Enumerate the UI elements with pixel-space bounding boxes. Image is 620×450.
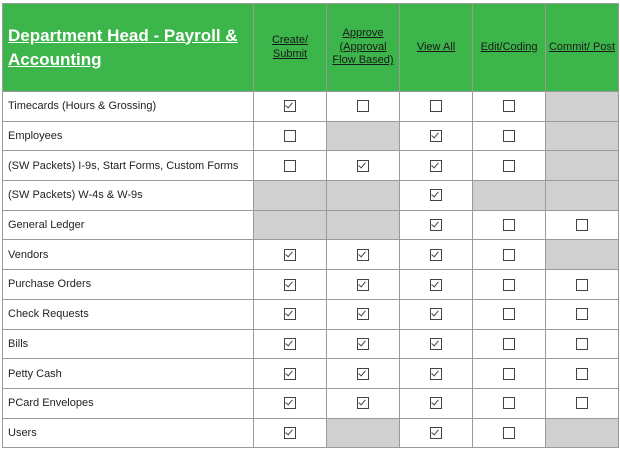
permission-cell-view-all [400, 359, 473, 389]
permission-cell-create-submit [254, 270, 327, 300]
permission-cell-create-submit [254, 329, 327, 359]
row-label: Petty Cash [3, 359, 254, 389]
unavailable-cell [546, 240, 619, 270]
checkbox-unchecked[interactable] [576, 397, 588, 409]
permission-cell-create-submit [254, 92, 327, 122]
row-label: General Ledger [3, 210, 254, 240]
checkbox-unchecked[interactable] [357, 100, 369, 112]
checkbox-checked[interactable] [284, 368, 296, 380]
table-header [3, 4, 619, 92]
checkbox-unchecked[interactable] [503, 427, 515, 439]
row-label: PCard Envelopes [3, 388, 254, 418]
column-header-view-all[interactable]: View All [400, 4, 473, 92]
unavailable-cell [254, 181, 327, 211]
checkbox-unchecked[interactable] [576, 338, 588, 350]
checkbox-unchecked[interactable] [284, 130, 296, 142]
table-row [3, 151, 619, 181]
permission-cell-view-all [400, 329, 473, 359]
checkbox-checked[interactable] [284, 427, 296, 439]
checkbox-unchecked[interactable] [503, 130, 515, 142]
permission-cell-create-submit [254, 240, 327, 270]
row-label: Users [3, 418, 254, 448]
checkbox-checked[interactable] [430, 338, 442, 350]
permission-cell-approve [327, 299, 400, 329]
permission-cell-edit-coding [473, 92, 546, 122]
table-row [3, 181, 619, 211]
permission-cell-create-submit [254, 418, 327, 448]
checkbox-unchecked[interactable] [576, 279, 588, 291]
permission-cell-commit-post [546, 329, 619, 359]
table-title: Department Head - Payroll & Accounting [3, 4, 254, 92]
row-label: Check Requests [3, 299, 254, 329]
column-header-edit-coding[interactable]: Edit/Coding [473, 4, 546, 92]
checkbox-checked[interactable] [430, 130, 442, 142]
unavailable-cell [546, 121, 619, 151]
permission-cell-edit-coding [473, 151, 546, 181]
unavailable-cell [473, 181, 546, 211]
checkbox-checked[interactable] [357, 279, 369, 291]
permission-cell-approve [327, 151, 400, 181]
checkbox-unchecked[interactable] [430, 100, 442, 112]
checkbox-checked[interactable] [357, 338, 369, 350]
permission-cell-commit-post [546, 210, 619, 240]
table-body [3, 92, 619, 448]
unavailable-cell [546, 418, 619, 448]
permission-cell-approve [327, 388, 400, 418]
permission-cell-commit-post [546, 359, 619, 389]
checkbox-unchecked[interactable] [503, 308, 515, 320]
permissions-table-container [2, 3, 618, 448]
table-row [3, 210, 619, 240]
permission-cell-view-all [400, 181, 473, 211]
checkbox-checked[interactable] [357, 368, 369, 380]
unavailable-cell [327, 418, 400, 448]
checkbox-checked[interactable] [284, 249, 296, 261]
column-header-commit-post[interactable]: Commit/ Post [546, 4, 619, 92]
permission-cell-edit-coding [473, 121, 546, 151]
unavailable-cell [546, 92, 619, 122]
checkbox-checked[interactable] [430, 189, 442, 201]
permission-cell-edit-coding [473, 240, 546, 270]
checkbox-checked[interactable] [430, 249, 442, 261]
checkbox-checked[interactable] [357, 397, 369, 409]
permission-cell-approve [327, 329, 400, 359]
table-row [3, 92, 619, 122]
checkbox-checked[interactable] [430, 427, 442, 439]
row-label: (SW Packets) I-9s, Start Forms, Custom Forms [3, 151, 254, 181]
permission-cell-create-submit [254, 299, 327, 329]
table-row [3, 388, 619, 418]
checkbox-unchecked[interactable] [503, 219, 515, 231]
permission-cell-create-submit [254, 151, 327, 181]
permission-cell-create-submit [254, 121, 327, 151]
unavailable-cell [546, 181, 619, 211]
table-row [3, 121, 619, 151]
permission-cell-view-all [400, 270, 473, 300]
column-header-approve[interactable]: Approve (Approval Flow Based) [327, 4, 400, 92]
checkbox-unchecked[interactable] [503, 397, 515, 409]
permission-cell-view-all [400, 92, 473, 122]
permission-cell-view-all [400, 121, 473, 151]
checkbox-checked[interactable] [430, 397, 442, 409]
row-label: Vendors [3, 240, 254, 270]
permission-cell-approve [327, 359, 400, 389]
permission-cell-view-all [400, 210, 473, 240]
table-row [3, 240, 619, 270]
checkbox-unchecked[interactable] [503, 279, 515, 291]
checkbox-unchecked[interactable] [503, 368, 515, 380]
row-label: Timecards (Hours & Grossing) [3, 92, 254, 122]
permission-cell-edit-coding [473, 359, 546, 389]
permission-cell-approve [327, 92, 400, 122]
permission-cell-view-all [400, 299, 473, 329]
row-label: Purchase Orders [3, 270, 254, 300]
permission-cell-edit-coding [473, 388, 546, 418]
permission-cell-approve [327, 270, 400, 300]
checkbox-unchecked[interactable] [576, 219, 588, 231]
checkbox-checked[interactable] [430, 368, 442, 380]
permission-cell-create-submit [254, 359, 327, 389]
checkbox-unchecked[interactable] [576, 308, 588, 320]
permission-cell-create-submit [254, 388, 327, 418]
checkbox-unchecked[interactable] [503, 249, 515, 261]
permission-cell-view-all [400, 418, 473, 448]
checkbox-checked[interactable] [284, 100, 296, 112]
checkbox-unchecked[interactable] [576, 368, 588, 380]
permission-cell-view-all [400, 151, 473, 181]
unavailable-cell [327, 121, 400, 151]
checkbox-checked[interactable] [284, 279, 296, 291]
checkbox-checked[interactable] [357, 160, 369, 172]
permission-cell-edit-coding [473, 210, 546, 240]
checkbox-checked[interactable] [430, 219, 442, 231]
table-row [3, 329, 619, 359]
checkbox-checked[interactable] [357, 308, 369, 320]
table-row [3, 299, 619, 329]
column-header-create-submit[interactable]: Create/ Submit [254, 4, 327, 92]
checkbox-checked[interactable] [430, 279, 442, 291]
checkbox-checked[interactable] [284, 397, 296, 409]
row-label: Bills [3, 329, 254, 359]
row-label: (SW Packets) W-4s & W-9s [3, 181, 254, 211]
permission-cell-approve [327, 240, 400, 270]
checkbox-unchecked[interactable] [503, 160, 515, 172]
table-row [3, 270, 619, 300]
checkbox-checked[interactable] [430, 160, 442, 172]
permission-cell-edit-coding [473, 418, 546, 448]
permission-cell-commit-post [546, 270, 619, 300]
table-row [3, 418, 619, 448]
row-label: Employees [3, 121, 254, 151]
checkbox-unchecked[interactable] [284, 160, 296, 172]
permission-cell-edit-coding [473, 299, 546, 329]
checkbox-unchecked[interactable] [503, 338, 515, 350]
unavailable-cell [327, 181, 400, 211]
table-row [3, 359, 619, 389]
permission-cell-edit-coding [473, 329, 546, 359]
permission-cell-view-all [400, 240, 473, 270]
checkbox-checked[interactable] [357, 249, 369, 261]
permissions-table [2, 3, 619, 448]
permission-cell-commit-post [546, 388, 619, 418]
checkbox-unchecked[interactable] [503, 100, 515, 112]
unavailable-cell [254, 210, 327, 240]
permission-cell-commit-post [546, 299, 619, 329]
checkbox-checked[interactable] [430, 308, 442, 320]
checkbox-checked[interactable] [284, 338, 296, 350]
unavailable-cell [546, 151, 619, 181]
permission-cell-edit-coding [473, 270, 546, 300]
permission-cell-view-all [400, 388, 473, 418]
unavailable-cell [327, 210, 400, 240]
checkbox-checked[interactable] [284, 308, 296, 320]
